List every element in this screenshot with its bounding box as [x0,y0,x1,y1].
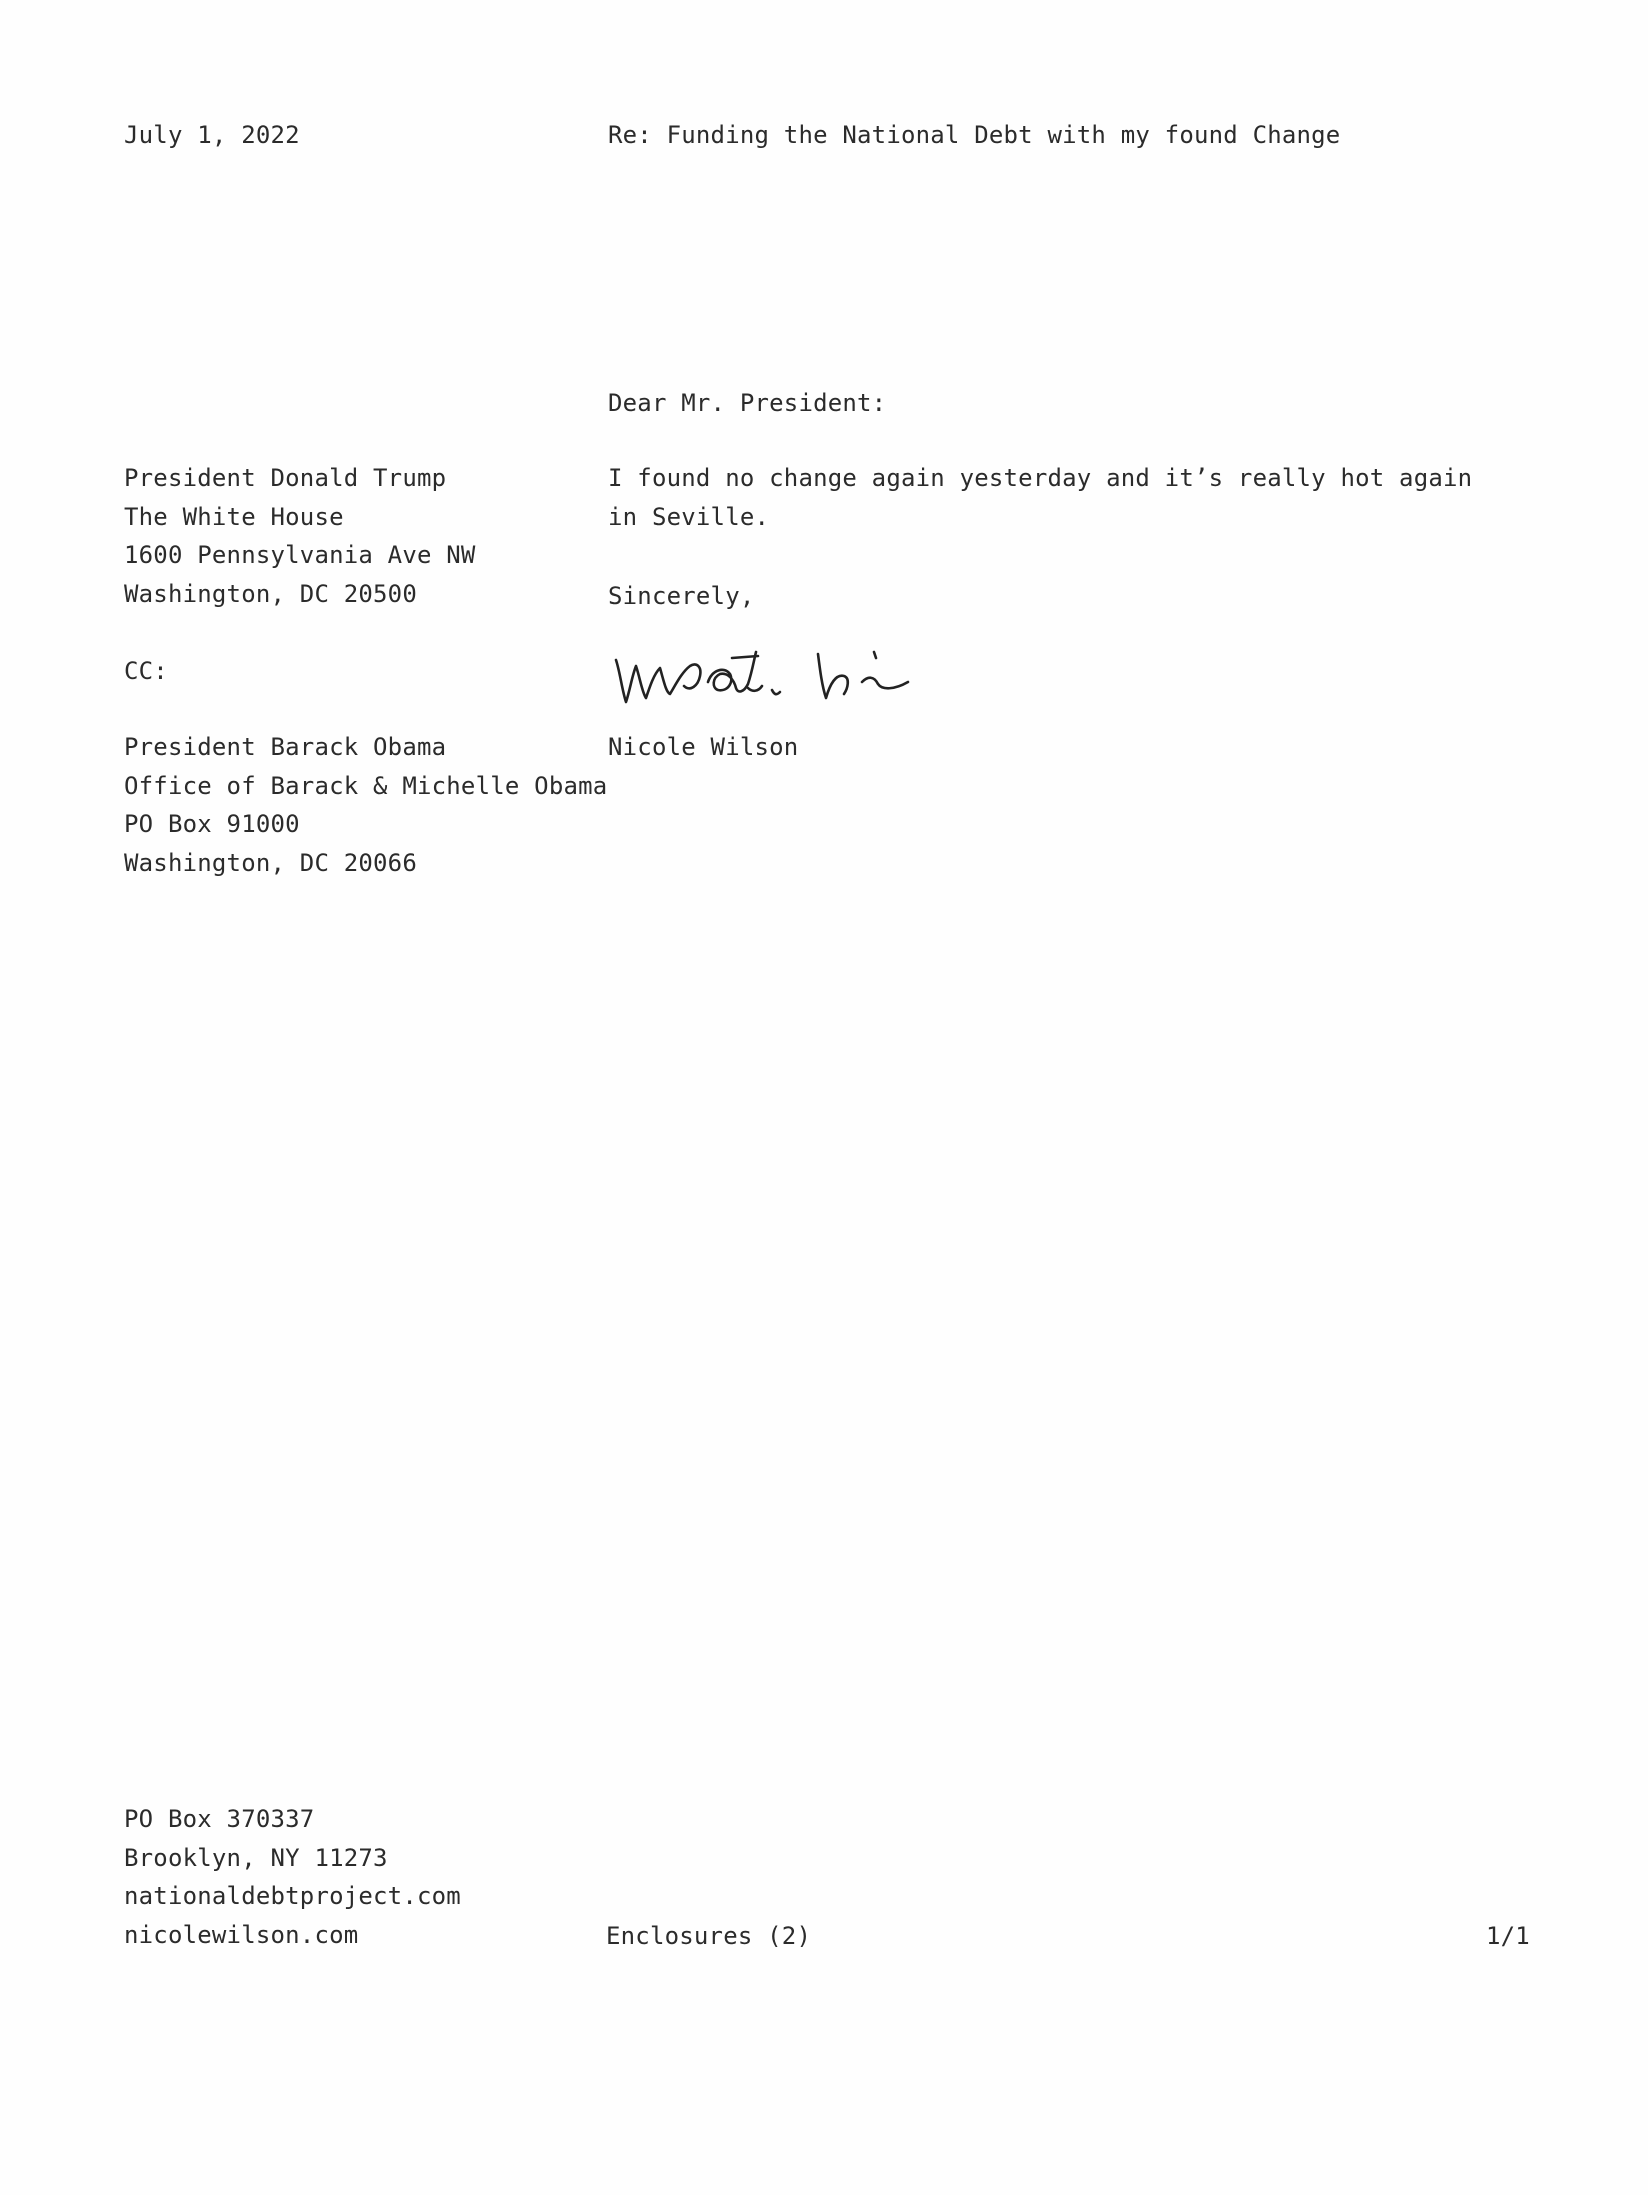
cc-recipient-name: President Barack Obama [124,733,447,761]
salutation: Dear Mr. President: [608,389,887,417]
page-number: 1/1 [1486,1922,1530,1950]
signer-name: Nicole Wilson [608,733,799,761]
handwritten-signature [612,632,942,712]
letter-date: July 1, 2022 [124,121,300,149]
recipient-city: Washington, DC 20500 [124,579,417,608]
letter-subject: Re: Funding the National Debt with my found Change [608,121,1341,149]
sender-website-1: nationaldebtproject.com [124,1882,461,1910]
cc-label: CC: [124,657,168,685]
cc-recipient-org: Office of Barack & Michelle Obama [124,771,608,800]
recipient-org: The White House [124,502,344,531]
recipient-name: President Donald Trump [124,464,447,492]
sender-address [124,1800,461,1954]
sender-website-2: nicolewilson.com [124,1920,359,1949]
recipient-street: 1600 Pennsylvania Ave NW [124,541,476,569]
cc-recipient-address [124,728,607,882]
sender-pobox: PO Box 370337 [124,1805,315,1833]
enclosures-note: Enclosures (2) [606,1922,812,1950]
sender-city: Brooklyn, NY 11273 [124,1843,388,1872]
closing: Sincerely, [608,582,755,610]
cc-recipient-city: Washington, DC 20066 [124,848,417,877]
recipient-address [124,459,476,613]
cc-recipient-pobox: PO Box 91000 [124,810,300,838]
letter-body: I found no change again yesterday and it’s really hot again in Seville. [608,464,1473,531]
